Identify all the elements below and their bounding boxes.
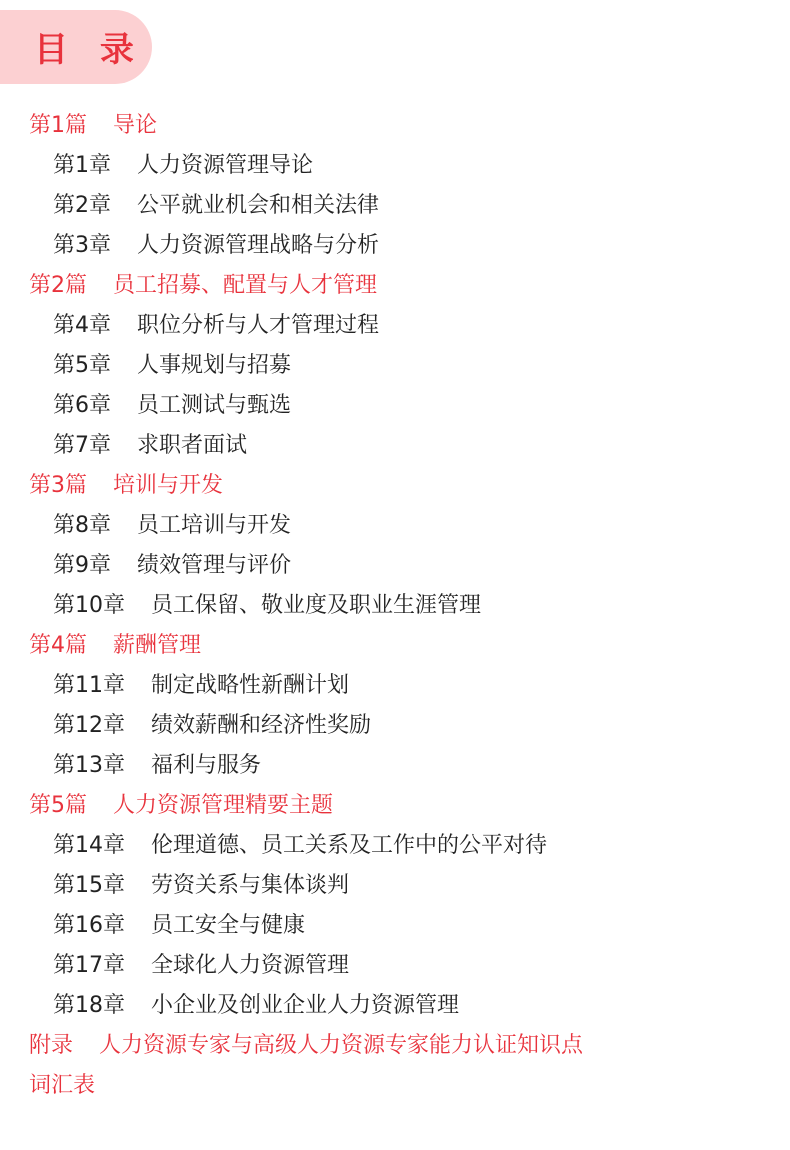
chapter-number: 第16章 [53, 913, 125, 938]
toc-chapter-entry[interactable] [0, 826, 790, 866]
toc-chapter-entry[interactable] [0, 666, 790, 706]
chapter-title: 员工保留、敬业度及职业生涯管理 [151, 593, 482, 618]
part-title: 人力资源管理精要主题 [113, 793, 334, 818]
chapter-number: 第5章 [53, 353, 111, 378]
toc-part-entry[interactable] [0, 266, 790, 306]
chapter-title: 员工安全与健康 [151, 913, 306, 938]
chapter-title: 全球化人力资源管理 [151, 953, 350, 978]
chapter-title: 求职者面试 [137, 433, 248, 458]
toc-chapter-entry[interactable] [0, 706, 790, 746]
toc-chapter-entry[interactable] [0, 186, 790, 226]
chapter-title: 职位分析与人才管理过程 [137, 313, 380, 338]
chapter-number: 第3章 [53, 233, 111, 258]
toc-chapter-entry[interactable] [0, 306, 790, 346]
part-title: 员工招募、配置与人才管理 [113, 273, 378, 298]
chapter-title: 伦理道德、员工关系及工作中的公平对待 [151, 833, 548, 858]
chapter-number: 第14章 [53, 833, 125, 858]
chapter-title: 绩效薪酬和经济性奖励 [151, 713, 372, 738]
chapter-number: 第6章 [53, 393, 111, 418]
chapter-number: 第7章 [53, 433, 111, 458]
chapter-title: 员工测试与甄选 [137, 393, 292, 418]
chapter-title: 福利与服务 [151, 753, 262, 778]
chapter-number: 第17章 [53, 953, 125, 978]
part-number: 第3篇 [29, 473, 87, 498]
chapter-number: 第13章 [53, 753, 125, 778]
toc-chapter-entry[interactable] [0, 546, 790, 586]
toc-chapter-entry[interactable] [0, 946, 790, 986]
toc-chapter-entry[interactable] [0, 346, 790, 386]
part-number: 第5篇 [29, 793, 87, 818]
chapter-number: 第1章 [53, 153, 111, 178]
page-title: 目 录 [34, 30, 144, 70]
chapter-title: 绩效管理与评价 [137, 553, 292, 578]
chapter-title: 小企业及创业企业人力资源管理 [151, 993, 460, 1018]
toc-part-entry[interactable] [0, 626, 790, 666]
toc-part-entry[interactable] [0, 786, 790, 826]
toc-part-entry[interactable] [0, 1026, 790, 1066]
chapter-number: 第10章 [53, 593, 125, 618]
table-of-contents [0, 106, 790, 1106]
toc-part-entry[interactable] [0, 1066, 790, 1106]
part-title: 薪酬管理 [113, 633, 202, 658]
chapter-title: 制定战略性新酬计划 [151, 673, 350, 698]
chapter-number: 第18章 [53, 993, 125, 1018]
chapter-number: 第4章 [53, 313, 111, 338]
part-number: 第1篇 [29, 113, 87, 138]
part-title: 培训与开发 [113, 473, 224, 498]
chapter-title: 人力资源管理导论 [137, 153, 314, 178]
toc-chapter-entry[interactable] [0, 426, 790, 466]
toc-chapter-entry[interactable] [0, 986, 790, 1026]
chapter-title: 人事规划与招募 [137, 353, 292, 378]
part-title: 导论 [113, 113, 158, 138]
chapter-title: 劳资关系与集体谈判 [151, 873, 350, 898]
chapter-number: 第9章 [53, 553, 111, 578]
chapter-number: 第11章 [53, 673, 125, 698]
chapter-number: 第12章 [53, 713, 125, 738]
toc-chapter-entry[interactable] [0, 226, 790, 266]
chapter-title: 人力资源管理战略与分析 [137, 233, 380, 258]
toc-chapter-entry[interactable] [0, 906, 790, 946]
toc-chapter-entry[interactable] [0, 506, 790, 546]
toc-chapter-entry[interactable] [0, 866, 790, 906]
toc-chapter-entry[interactable] [0, 746, 790, 786]
chapter-number: 第15章 [53, 873, 125, 898]
toc-chapter-entry[interactable] [0, 386, 790, 426]
part-number: 词汇表 [29, 1073, 96, 1098]
toc-part-entry[interactable] [0, 106, 790, 146]
chapter-number: 第8章 [53, 513, 111, 538]
toc-chapter-entry[interactable] [0, 146, 790, 186]
toc-chapter-entry[interactable] [0, 586, 790, 626]
part-number: 第2篇 [29, 273, 87, 298]
chapter-title: 公平就业机会和相关法律 [137, 193, 380, 218]
chapter-title: 员工培训与开发 [137, 513, 292, 538]
part-number: 附录 [29, 1033, 74, 1058]
part-number: 第4篇 [29, 633, 87, 658]
toc-part-entry[interactable] [0, 466, 790, 506]
chapter-number: 第2章 [53, 193, 111, 218]
toc-header-banner [0, 10, 152, 84]
part-title: 人力资源专家与高级人力资源专家能力认证知识点 [99, 1033, 584, 1058]
